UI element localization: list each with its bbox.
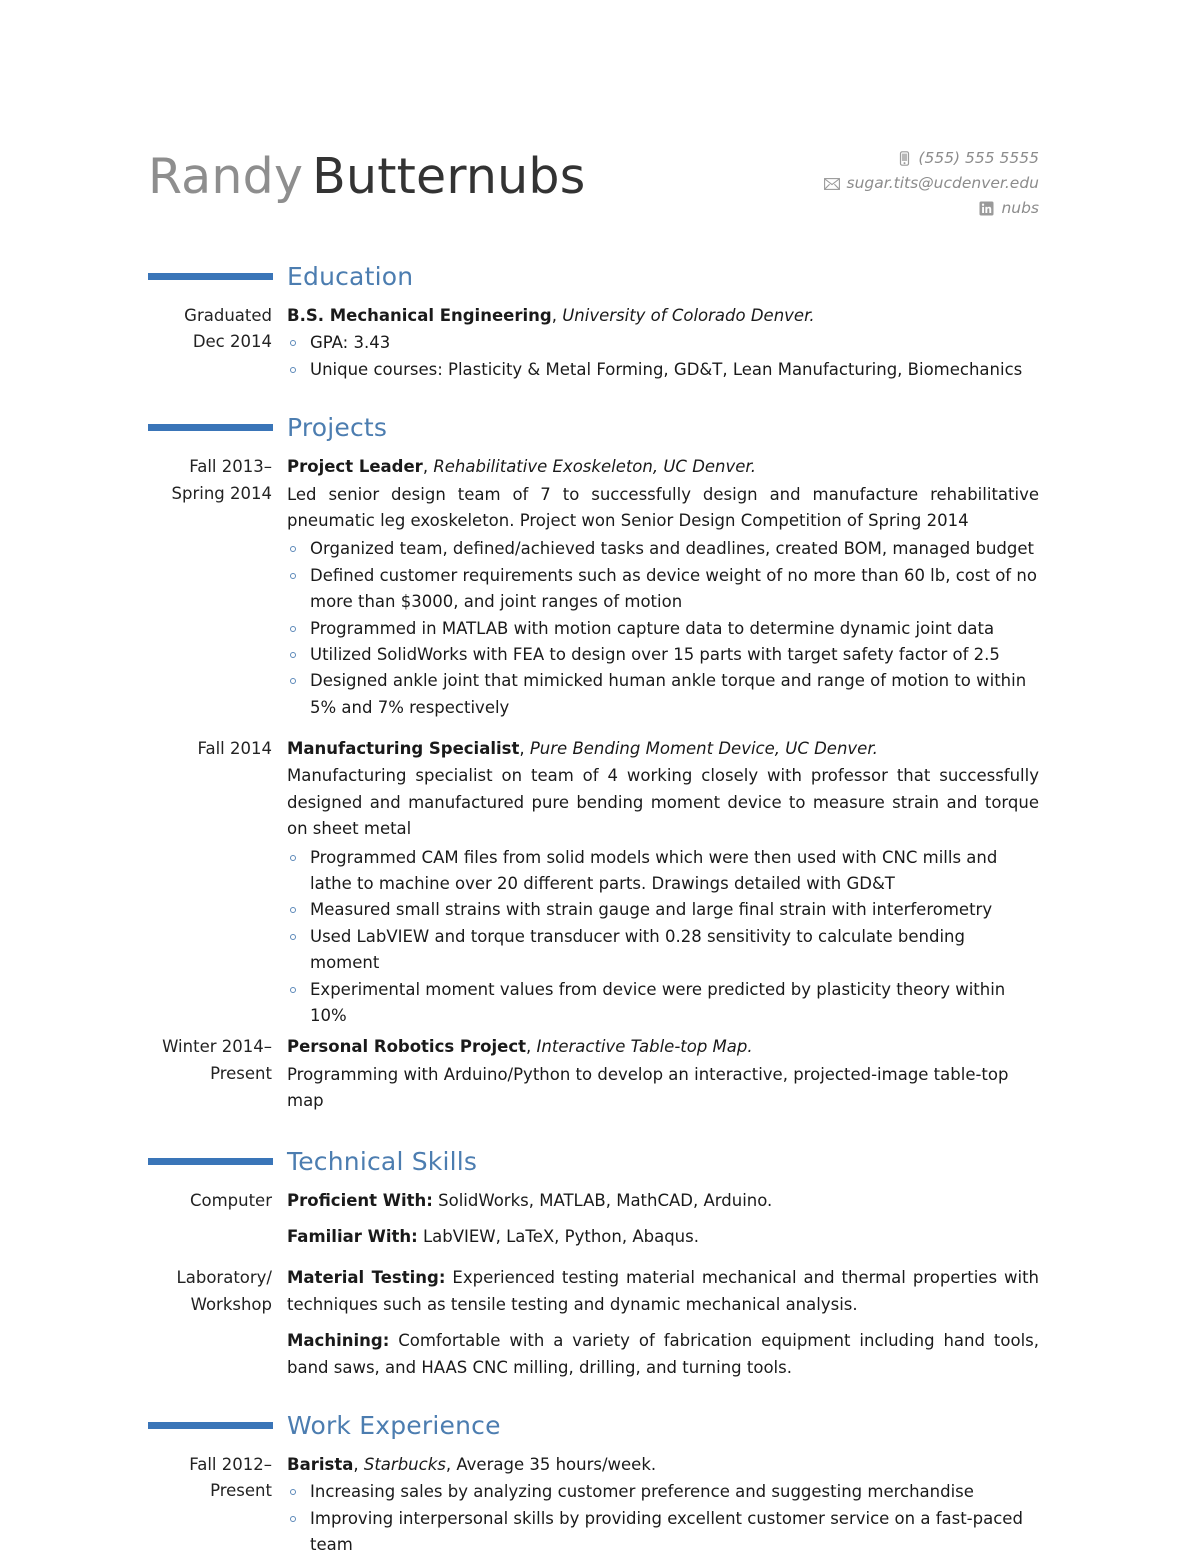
project-title-line	[287, 736, 1039, 762]
section-rule	[148, 1158, 273, 1165]
skills-body	[287, 1265, 1039, 1381]
section-title-technical-skills: Technical Skills	[287, 1146, 478, 1176]
work-title-line	[287, 1452, 1039, 1478]
entry-spacer	[148, 1255, 1039, 1265]
list-item: Programmed in MATLAB with motion capture data to determine dynamic joint data	[287, 616, 1039, 642]
linkedin-handle: nubs	[1001, 199, 1039, 218]
project-name: Rehabilitative Exoskeleton, UC Denver.	[433, 457, 756, 477]
title-separator: ,	[353, 1454, 364, 1474]
project-bullets	[287, 536, 1039, 721]
work-date	[148, 1452, 287, 1505]
education-entry	[148, 303, 1039, 383]
project-role: Manufacturing Specialist	[287, 739, 520, 759]
date-line-2: Present	[210, 1481, 272, 1501]
date-line-1: Winter 2014–	[162, 1037, 272, 1057]
work-entry-barista	[148, 1452, 1039, 1558]
project-date	[148, 454, 287, 507]
employer-name: Starbucks	[363, 1454, 446, 1474]
skills-entry-computer	[148, 1188, 1039, 1251]
project-body	[287, 454, 1039, 721]
degree-separator: ,	[551, 306, 563, 325]
job-hours: , Average 35 hours/week.	[445, 1454, 657, 1474]
skill-proficient-with	[287, 1188, 1039, 1214]
title-separator: ,	[519, 739, 530, 759]
first-name: Randy	[148, 148, 304, 205]
project-bullets	[287, 845, 1039, 1030]
contact-block	[824, 140, 1039, 221]
category-line-2: Workshop	[190, 1294, 272, 1314]
section-rule	[148, 273, 273, 280]
contact-email	[824, 171, 1039, 196]
list-item: Improving interpersonal skills by providing excellent customer service on a fast-paced team	[287, 1506, 1039, 1558]
category-line-1: Laboratory/	[176, 1268, 272, 1288]
last-name: Butternubs	[312, 148, 586, 205]
entry-spacer	[148, 726, 1039, 736]
resume-header	[148, 140, 1039, 232]
project-role: Project Leader	[287, 457, 423, 477]
section-title-work-experience: Work Experience	[287, 1410, 501, 1440]
project-title-line	[287, 454, 1039, 480]
date-line-2: Spring 2014	[171, 483, 272, 503]
candidate-name	[148, 148, 586, 205]
date-line-2: Present	[210, 1063, 272, 1083]
skill-machining	[287, 1328, 1039, 1381]
list-item: Increasing sales by analyzing customer preference and suggesting merchandise	[287, 1479, 1039, 1505]
skills-category	[148, 1188, 287, 1214]
list-item: Unique courses: Plasticity & Metal Forming, GD&T, Lean Manufacturing, Biomechanics	[287, 357, 1039, 383]
section-rule	[148, 424, 273, 431]
education-date	[148, 303, 287, 356]
skill-label: Machining:	[287, 1331, 390, 1351]
skill-material-testing	[287, 1265, 1039, 1318]
list-item: Designed ankle joint that mimicked human ankle torque and range of motion to within 5% and 7% respectively	[287, 668, 1039, 721]
list-item: Measured small strains with strain gauge and large final strain with interferometry	[287, 897, 1039, 923]
skill-value: Experienced testing material mechanical and thermal properties with techniques such as tensile testing and dynamic mechanical analysis.	[287, 1268, 1040, 1314]
skills-category	[148, 1265, 287, 1318]
project-entry-robotics	[148, 1034, 1039, 1116]
skill-label: Material Testing:	[287, 1268, 446, 1288]
section-projects	[148, 413, 1039, 442]
skill-value: SolidWorks, MATLAB, MathCAD, Arduino.	[432, 1190, 773, 1210]
email-address: sugar.tits@ucdenver.edu	[846, 174, 1039, 193]
project-role: Personal Robotics Project	[287, 1037, 527, 1057]
date-line-2: Dec 2014	[192, 332, 272, 352]
work-bullets	[287, 1479, 1039, 1558]
project-description: Led senior design team of 7 to successfully design and manufacture rehabilitative pneumatic leg exoskeleton. Project won Senior Design Competition of Spring 2014	[287, 484, 1039, 530]
project-entry-exoskeleton	[148, 454, 1039, 721]
skills-body	[287, 1188, 1039, 1251]
degree-name: B.S. Mechanical Engineering	[287, 306, 552, 325]
project-date	[148, 736, 287, 762]
linkedin-icon	[979, 201, 994, 216]
list-item: Utilized SolidWorks with FEA to design over 15 parts with target safety factor of 2.5	[287, 642, 1039, 668]
list-item: Used LabVIEW and torque transducer with 0.28 sensitivity to calculate bending moment	[287, 924, 1039, 977]
list-item: GPA: 3.43	[287, 330, 1039, 356]
list-item: Organized team, defined/achieved tasks and deadlines, created BOM, managed budget	[287, 536, 1039, 562]
project-description: Programming with Arduino/Python to develop an interactive, projected-image table-top map	[287, 1064, 1009, 1111]
phone-icon	[898, 151, 911, 166]
phone-number: (555) 555 5555	[918, 149, 1039, 167]
section-title-education: Education	[287, 262, 414, 291]
project-name: Pure Bending Moment Device, UC Denver.	[529, 739, 878, 759]
title-separator: ,	[526, 1037, 537, 1057]
title-separator: ,	[422, 457, 434, 477]
contact-phone	[824, 146, 1039, 171]
contact-linkedin	[824, 196, 1039, 221]
date-line-1: Fall 2012–	[189, 1454, 272, 1474]
category-line-1: Computer	[189, 1190, 272, 1210]
skill-familiar-with	[287, 1224, 1039, 1250]
education-body	[287, 303, 1039, 383]
project-date	[148, 1034, 287, 1087]
project-body	[287, 1034, 1039, 1116]
project-description: Manufacturing specialist on team of 4 working closely with professor that successfully designed and manufactured pure bending moment device to measure strain and torque on sheet metal	[287, 766, 1039, 839]
skill-value: Comfortable with a variety of fabrication equipment including hand tools, band saws, and HAAS CNC milling, drilling, and turning tools.	[287, 1331, 1039, 1377]
date-line-1: Fall 2013–	[189, 457, 272, 477]
envelope-icon	[824, 178, 840, 190]
list-item: Experimental moment values from device were predicted by plasticity theory within 10%	[287, 977, 1039, 1030]
date-line-1: Graduated	[184, 306, 272, 325]
skill-label: Proficient With:	[287, 1190, 433, 1210]
project-title-line	[287, 1034, 1039, 1060]
work-body	[287, 1452, 1039, 1558]
section-rule	[148, 1422, 273, 1429]
school-name: University of Colorado Denver.	[562, 306, 815, 325]
skill-label: Familiar With:	[287, 1226, 418, 1246]
list-item: Programmed CAM files from solid models which were then used with CNC mills and lathe to machine over 20 different parts. Drawings detailed with GD&T	[287, 845, 1039, 898]
job-title: Barista	[287, 1454, 354, 1474]
skill-value: LabVIEW, LaTeX, Python, Abaqus.	[417, 1226, 699, 1246]
skills-entry-laboratory	[148, 1265, 1039, 1381]
section-technical-skills	[148, 1147, 1039, 1176]
section-title-projects: Projects	[287, 413, 388, 443]
project-body	[287, 736, 1039, 1029]
section-work-experience	[148, 1411, 1039, 1440]
degree-line	[287, 303, 1039, 329]
project-entry-bending-device	[148, 736, 1039, 1029]
list-item: Defined customer requirements such as device weight of no more than 60 lb, cost of no more than $3000, and joint ranges of motion	[287, 563, 1039, 616]
date-line-1: Fall 2014	[197, 739, 272, 759]
section-education	[148, 262, 1039, 291]
education-bullets	[287, 330, 1039, 383]
project-name: Interactive Table-top Map.	[536, 1037, 753, 1057]
